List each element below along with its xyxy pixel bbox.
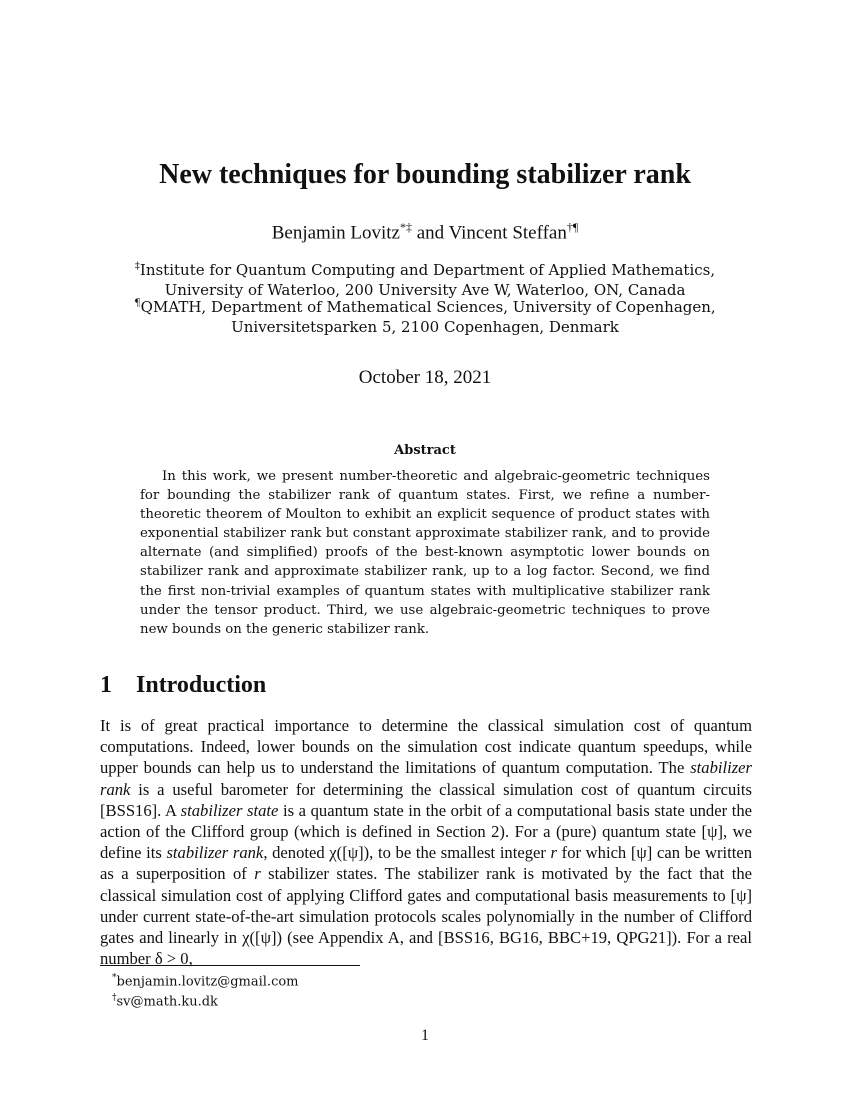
footnote	[112, 970, 299, 990]
footnote-mark: †	[112, 993, 117, 1004]
paper-date: October 18, 2021	[358, 367, 492, 388]
intro-text: is a useful barometer for determining the classical simulation cost of quantum circuits [BSS16]. A	[100, 779, 752, 820]
author-name: Vincent Steffan	[448, 222, 567, 244]
author-marks: †¶	[566, 220, 579, 234]
intro-text: for which [ψ] can be written as a superposition of	[100, 843, 752, 884]
intro-emphasis: r	[550, 843, 558, 863]
footnote-email: sv@math.ku.dk	[116, 994, 218, 1010]
intro-emphasis: stabilizer state	[180, 800, 279, 820]
paper-title: New techniques for bounding stabilizer rank	[159, 159, 691, 190]
affiliation-mark: ‡	[134, 261, 140, 272]
author-connector: and	[416, 222, 445, 244]
author-line	[0, 214, 850, 246]
intro-emphasis: stabilizer rank	[100, 758, 752, 799]
intro-text: stabilizer states. The stabilizer rank is motivated by the fact that the classical simulation cost of applying Clifford gates and computational basis measurements to [ψ] under current state-of-the-art simulation protocols scales polynomially in the number of Clifford gates and linearly in χ([ψ]) (see Appendix A, and [BSS16, BG16, BBC+19, QPG21]). For a real number δ > 0,	[100, 864, 752, 969]
section-title: Introduction	[136, 672, 267, 698]
abstract-text: In this work, we present number-theoretic and algebraic-geometric techniques for bounding the stabilizer rank of quantum states. First, we refine a number-theoretic theorem of Moulton to exhibit an explicit sequence of product states with exponential stabilizer rank but constant approximate stabilizer rank, and to provide alternate (and simplified) proofs of the best-known asymptotic lower bounds on stabilizer rank and approximate stabilizer rank, up to a log factor. Second, we find the first non-trivial examples of quantum states with multiplicative stabilizer rank under the tensor product. Third, we use algebraic-geometric techniques to prove new bounds on the generic stabilizer rank.	[140, 469, 710, 637]
author-marks: *‡	[399, 220, 412, 234]
intro-paragraph	[100, 715, 752, 969]
affiliation-mark: ¶	[134, 298, 141, 309]
intro-text: It is of great practical importance to determine the classical simulation cost of quantum computations. Indeed, lower bounds on the simulation cost indicate quantum speedups, while upper bounds can help us to understand the limitations of quantum computation. The	[100, 716, 752, 778]
abstract-heading: Abstract	[394, 443, 456, 458]
intro-emphasis: r	[254, 864, 261, 884]
section-number: 1	[100, 672, 112, 698]
page-number: 1	[421, 1027, 429, 1044]
intro-text: is a quantum state in the orbit of a computational basis state under the action of the Clifford group (which is defined in Section 2). For a (pure) quantum state [ψ], we define its	[100, 800, 752, 863]
affiliation	[100, 294, 750, 337]
footnote-mark: *	[112, 973, 117, 983]
author-name: Benjamin Lovitz	[271, 222, 400, 244]
affiliation-text: QMATH, Department of Mathematical Sciences, University of Copenhagen, Universitetsparken 5, 2100 Copenhagen, Denmark	[140, 298, 716, 336]
footnote-divider	[100, 965, 360, 966]
affiliation-text: Institute for Quantum Computing and Department of Applied Mathematics, University of Waterloo, 200 University Ave W, Waterloo, ON, Canada	[139, 261, 716, 299]
footnote	[112, 990, 299, 1010]
intro-emphasis: stabilizer rank	[166, 843, 264, 863]
footnotes	[112, 970, 299, 1011]
section-heading	[100, 668, 266, 702]
intro-text: , denoted χ([ψ]), to be the smallest integer	[263, 843, 551, 863]
footnote-email: benjamin.lovitz@gmail.com	[116, 974, 299, 990]
